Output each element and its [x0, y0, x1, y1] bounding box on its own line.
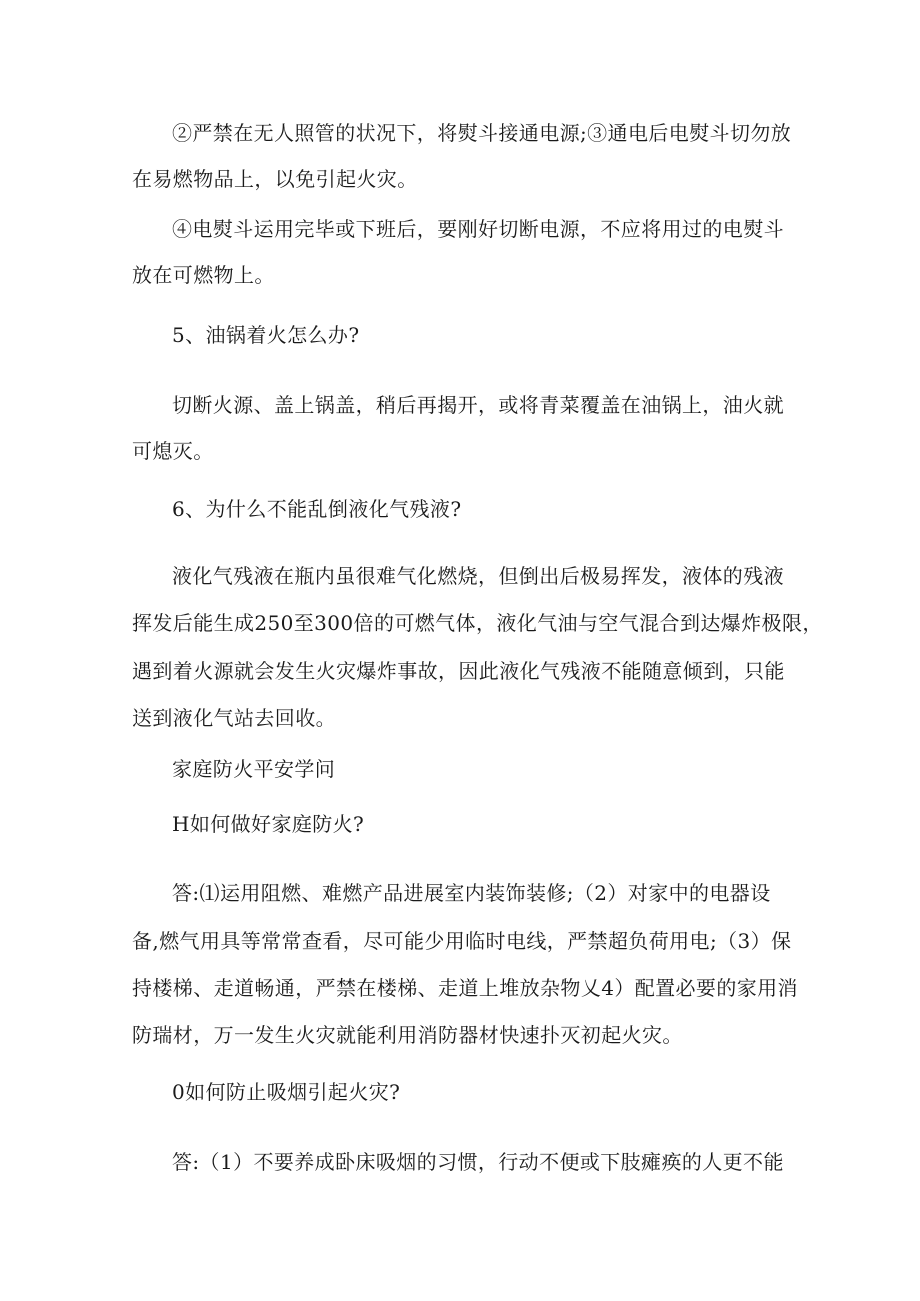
paragraph-iron-power-off-line-1: ④电熨斗运用完毕或下班后，要刚好切断电源，不应将用过的电熨斗: [172, 217, 784, 241]
answer-home-fire-prevention-line-1: 答:⑴运用阻燃、难燃产品进展室内装饰装修;（2）对家中的电器设: [172, 881, 771, 905]
answer-lpg-residue-line-3: 遇到着火源就会发生火灾爆炸事故，因此液化气残液不能随意倾到，只能: [132, 659, 785, 683]
answer-home-fire-prevention-line-4: 防瑞材，万一发生火灾就能利用消防器材快速扑灭初起火灾。: [132, 1023, 683, 1047]
answer-oil-pan-fire-line-1: 切断火源、盖上锅盖，稍后再揭开，或将青菜覆盖在油锅上，油火就: [172, 393, 784, 417]
answer-lpg-residue-line-2: 挥发后能生成250至300倍的可燃气体，液化气油与空气混合到达爆炸极限，: [132, 611, 823, 635]
answer-lpg-residue-line-1: 液化气残液在瓶内虽很难气化燃烧，但倒出后极易挥发，液体的残液: [172, 564, 784, 588]
paragraph-iron-safety-line-1: ②严禁在无人照管的状况下，将熨斗接通电源;③通电后电熨斗切勿放: [172, 121, 792, 145]
paragraph-iron-safety-line-2: 在易燃物品上，以免引起火灾。: [132, 167, 418, 191]
question-lpg-residue: 6、为什么不能乱倒液化气残液?: [172, 497, 462, 521]
question-home-fire-prevention: H如何做好家庭防火?: [172, 812, 365, 836]
answer-smoking-fire-line-1: 答:（1）不要养成卧床吸烟的习惯，行动不便或下肢瘫痪的人更不能: [172, 1150, 784, 1174]
answer-home-fire-prevention-line-3: 持楼梯、走道畅通，严禁在楼梯、走道上堆放杂物乂4）配置必要的家用消: [132, 976, 798, 1000]
answer-oil-pan-fire-line-2: 可熄灭。: [132, 439, 214, 463]
answer-lpg-residue-line-4: 送到液化气站去回收。: [132, 706, 336, 730]
answer-home-fire-prevention-line-2: 备,燃气用具等常常查看，尽可能少用临时电线，严禁超负荷用电;（3）保: [132, 929, 792, 953]
question-smoking-fire: 0如何防止吸烟引起火灾?: [172, 1080, 401, 1104]
paragraph-iron-power-off-line-2: 放在可燃物上。: [132, 263, 275, 287]
section-heading-home-fire-safety: 家庭防火平安学问: [172, 757, 336, 781]
question-oil-pan-fire: 5、油锅着火怎么办?: [172, 323, 360, 347]
